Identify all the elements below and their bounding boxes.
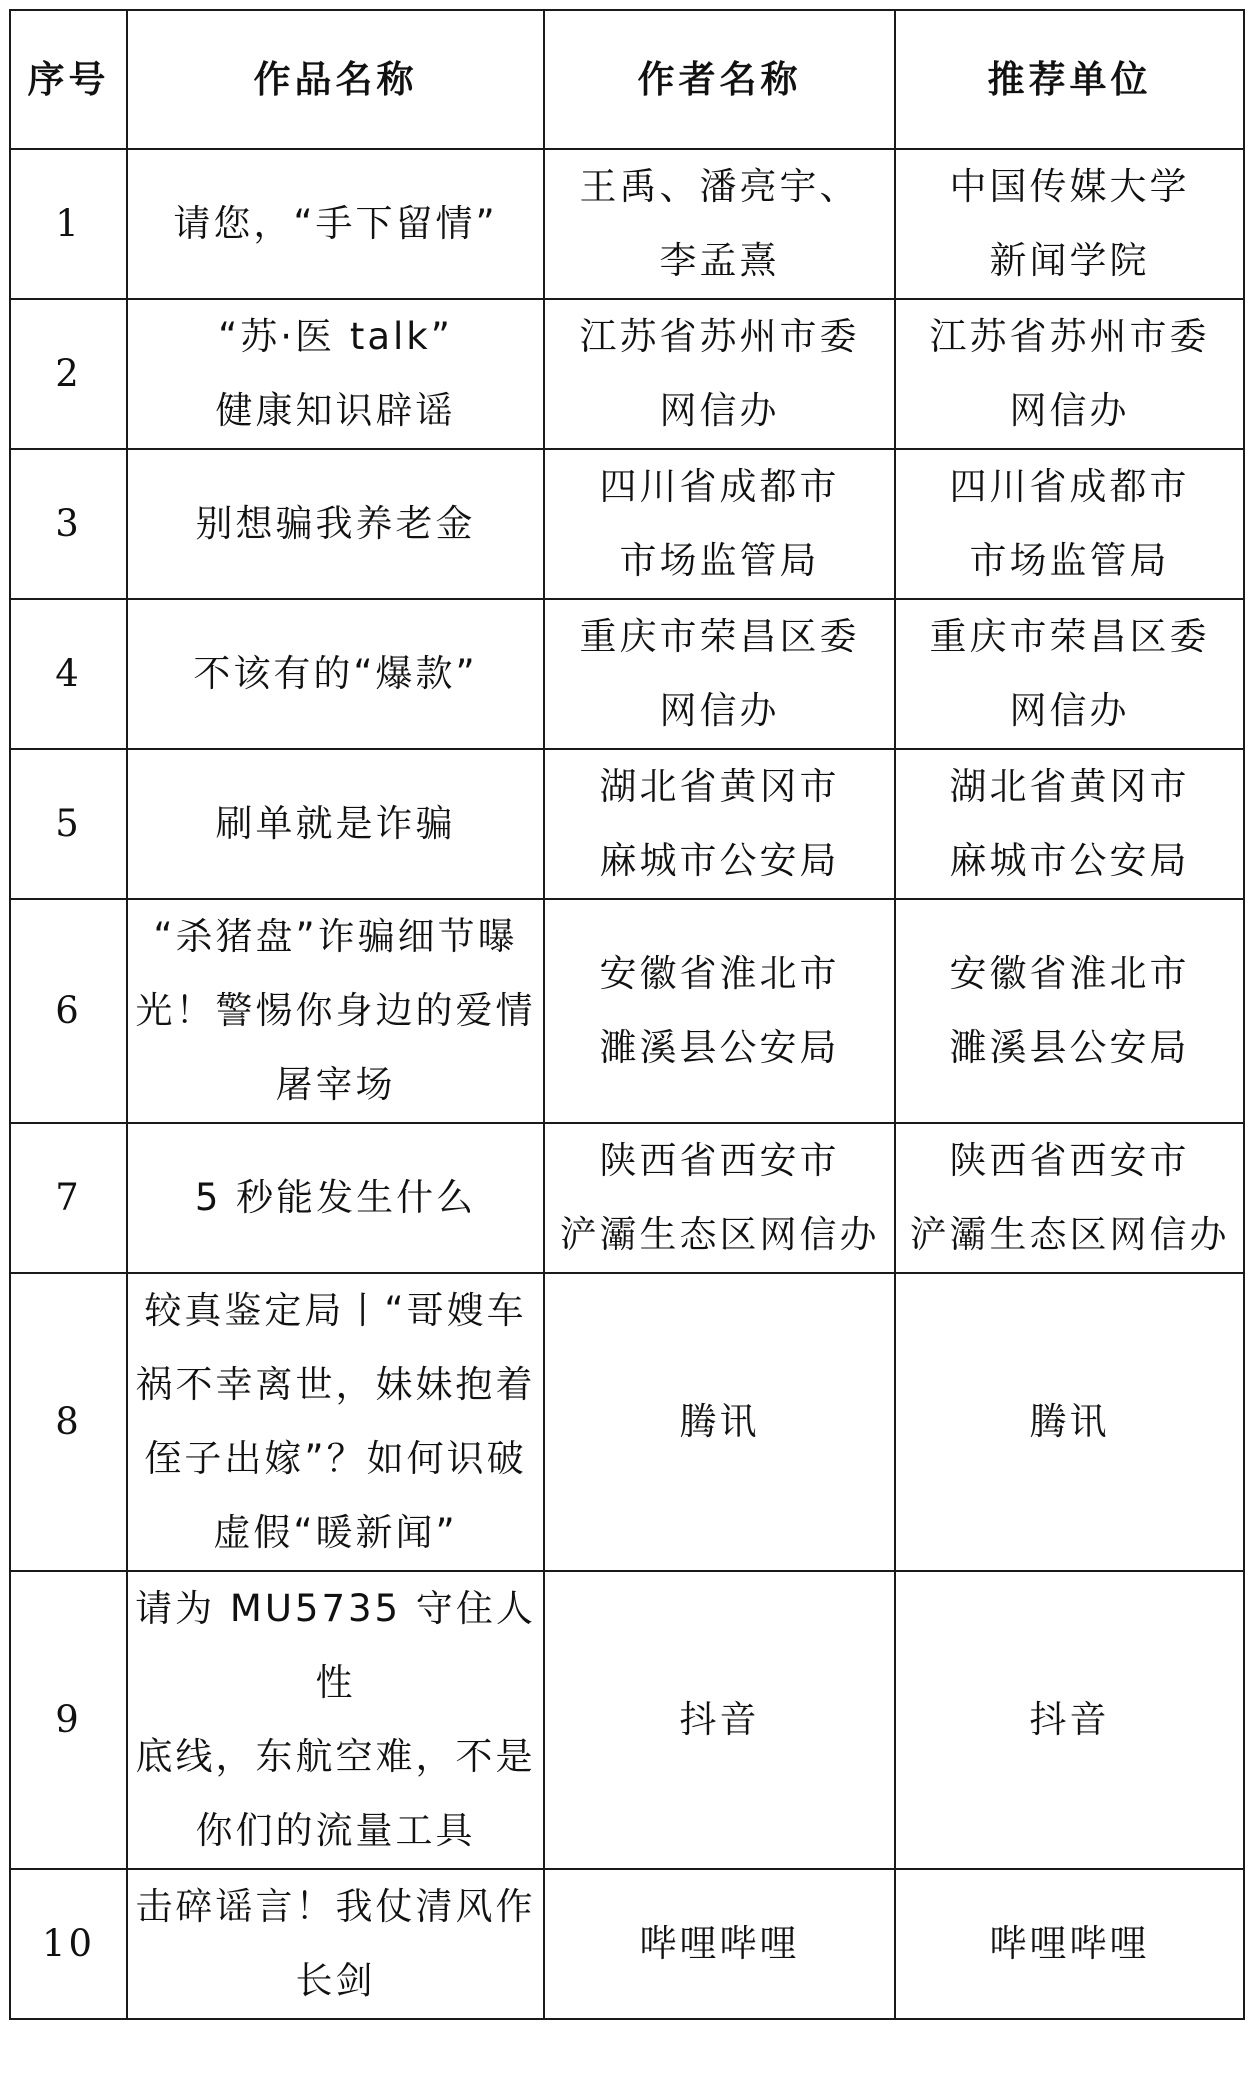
author-line: 抖音 [679, 1698, 760, 1741]
author-line: 市场监管局 [619, 539, 820, 582]
title-line: “苏·医 talk” [218, 315, 453, 358]
row-title [127, 899, 544, 1123]
row-no: 6 [10, 899, 127, 1123]
author-line: 江苏省苏州市委 [579, 315, 860, 358]
title-line: 请为 MU5735 守住人性 [135, 1587, 536, 1704]
author-line: 濉溪县公安局 [599, 1026, 840, 1069]
author-line: 重庆市荣昌区委 [579, 615, 860, 658]
title-line: 长剑 [295, 1959, 376, 2002]
row-title [127, 599, 544, 749]
author-line: 陕西省西安市 [599, 1139, 840, 1182]
row-author [544, 1869, 895, 2019]
table-row [10, 749, 1244, 899]
row-unit [895, 1869, 1244, 2019]
unit-line: 浐灞生态区网信办 [909, 1213, 1230, 1256]
title-line: 底线，东航空难，不是 [135, 1735, 536, 1778]
table-row [10, 1571, 1244, 1869]
table-header-row [10, 10, 1244, 149]
row-title [127, 299, 544, 449]
title-line: 侄子出嫁”？如何识破 [144, 1437, 527, 1480]
row-unit [895, 1571, 1244, 1869]
title-line: 较真鉴定局丨“哥嫂车 [144, 1289, 527, 1332]
unit-line: 哔哩哔哩 [989, 1922, 1150, 1965]
row-author [544, 899, 895, 1123]
author-line: 腾讯 [679, 1400, 760, 1443]
header-no: 序号 [10, 10, 127, 149]
row-unit [895, 749, 1244, 899]
row-title [127, 1869, 544, 2019]
table-row [10, 1869, 1244, 2019]
row-author [544, 1571, 895, 1869]
title-line: 请您，“手下留情” [173, 202, 498, 245]
unit-line: 湖北省黄冈市 [949, 765, 1190, 808]
title-line: 刷单就是诈骗 [215, 802, 456, 845]
author-line: 安徽省淮北市 [599, 952, 840, 995]
row-title [127, 1273, 544, 1571]
row-title [127, 149, 544, 299]
unit-line: 江苏省苏州市委 [929, 315, 1210, 358]
title-line: 虚假“暖新闻” [213, 1511, 458, 1554]
unit-line: 重庆市荣昌区委 [929, 615, 1210, 658]
table-row [10, 1123, 1244, 1273]
header-title: 作品名称 [127, 10, 544, 149]
unit-line: 网信办 [1009, 689, 1130, 732]
author-line: 麻城市公安局 [599, 839, 840, 882]
row-no: 1 [10, 149, 127, 299]
unit-line: 陕西省西安市 [949, 1139, 1190, 1182]
row-author [544, 299, 895, 449]
row-no: 7 [10, 1123, 127, 1273]
works-table [9, 9, 1245, 2020]
title-line: 健康知识辟谣 [215, 389, 456, 432]
row-author [544, 1273, 895, 1571]
table-row [10, 149, 1244, 299]
row-no: 4 [10, 599, 127, 749]
row-author [544, 599, 895, 749]
row-no: 5 [10, 749, 127, 899]
title-line: 不该有的“爆款” [193, 652, 478, 695]
table-row [10, 899, 1244, 1123]
header-author: 作者名称 [544, 10, 895, 149]
row-author [544, 749, 895, 899]
unit-line: 新闻学院 [989, 239, 1150, 282]
row-no: 10 [10, 1869, 127, 2019]
row-unit [895, 1123, 1244, 1273]
author-line: 四川省成都市 [599, 465, 840, 508]
unit-line: 网信办 [1009, 389, 1130, 432]
row-no: 8 [10, 1273, 127, 1571]
row-unit [895, 449, 1244, 599]
title-line: 屠宰场 [275, 1063, 396, 1106]
title-line: “杀猪盘”诈骗细节曝 [153, 915, 518, 958]
row-title [127, 749, 544, 899]
row-title [127, 1123, 544, 1273]
unit-line: 安徽省淮北市 [949, 952, 1190, 995]
row-no: 2 [10, 299, 127, 449]
table-row [10, 449, 1244, 599]
title-line: 祸不幸离世，妹妹抱着 [135, 1363, 536, 1406]
row-title [127, 1571, 544, 1869]
unit-line: 濉溪县公安局 [949, 1026, 1190, 1069]
header-unit: 推荐单位 [895, 10, 1244, 149]
row-no: 9 [10, 1571, 127, 1869]
unit-line: 抖音 [1029, 1698, 1110, 1741]
row-author [544, 449, 895, 599]
title-line: 击碎谣言！我仗清风作 [135, 1885, 536, 1928]
row-author [544, 149, 895, 299]
row-unit [895, 149, 1244, 299]
author-line: 哔哩哔哩 [639, 1922, 800, 1965]
title-line: 你们的流量工具 [195, 1809, 476, 1852]
author-line: 湖北省黄冈市 [599, 765, 840, 808]
title-line: 5 秒能发生什么 [194, 1176, 477, 1219]
row-unit [895, 899, 1244, 1123]
unit-line: 四川省成都市 [949, 465, 1190, 508]
table-row [10, 599, 1244, 749]
author-line: 王禹、潘亮宇、 [579, 165, 860, 208]
unit-line: 市场监管局 [969, 539, 1170, 582]
table-row [10, 299, 1244, 449]
author-line: 网信办 [659, 389, 780, 432]
unit-line: 中国传媒大学 [949, 165, 1190, 208]
row-unit [895, 1273, 1244, 1571]
title-line: 光！警惕你身边的爱情 [135, 989, 536, 1032]
unit-line: 麻城市公安局 [949, 839, 1190, 882]
row-unit [895, 299, 1244, 449]
author-line: 李孟熹 [659, 239, 780, 282]
author-line: 网信办 [659, 689, 780, 732]
title-line: 别想骗我养老金 [195, 502, 476, 545]
row-no: 3 [10, 449, 127, 599]
unit-line: 腾讯 [1029, 1400, 1110, 1443]
row-title [127, 449, 544, 599]
table-row [10, 1273, 1244, 1571]
author-line: 浐灞生态区网信办 [559, 1213, 880, 1256]
row-author [544, 1123, 895, 1273]
row-unit [895, 599, 1244, 749]
